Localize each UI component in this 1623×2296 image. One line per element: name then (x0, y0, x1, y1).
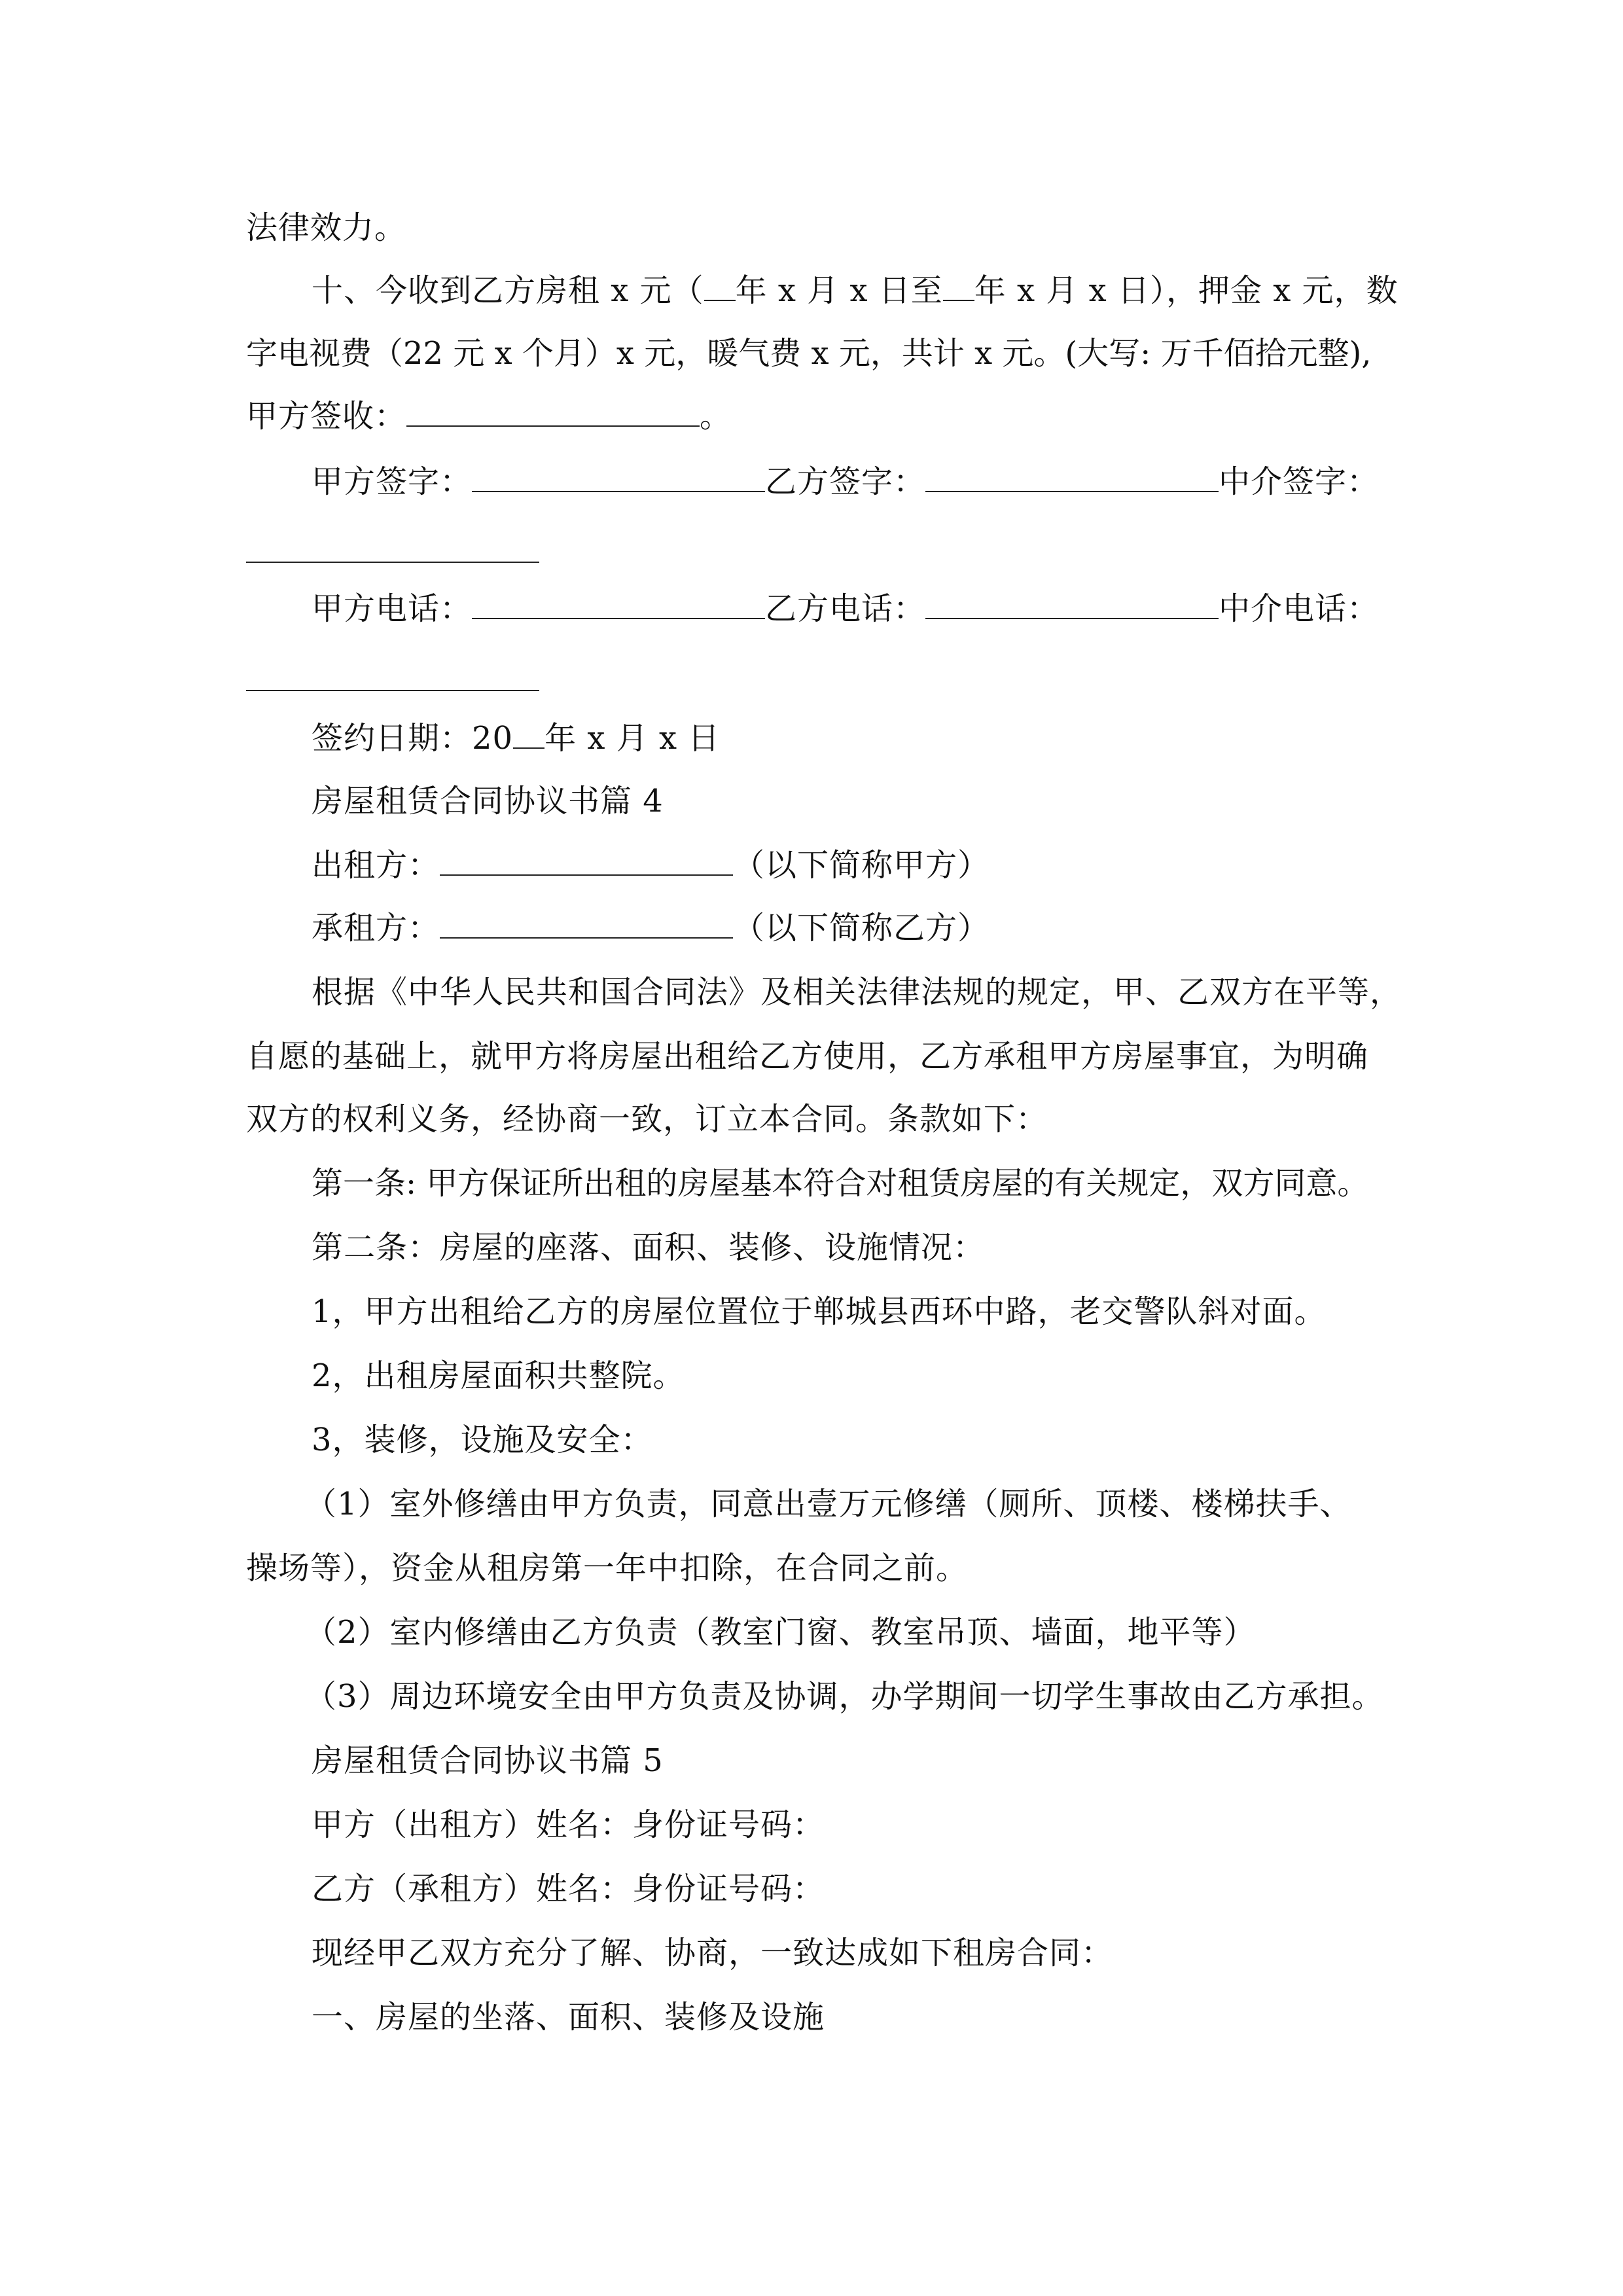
text-line (312, 1228, 985, 1267)
text: 操场等），资金从租房第一年中扣除，在合同之前。 (246, 1550, 969, 1587)
text-line (312, 1998, 825, 2037)
signature-blank (440, 846, 733, 876)
text: 双方的权利义务，经协商一致，订立本合同。条款如下： (246, 1101, 1048, 1138)
text: 甲方（出租方）姓名：身份证号码： (312, 1806, 825, 1843)
text: 2，出租房屋面积共整院。 (312, 1357, 685, 1394)
section-heading (312, 1741, 664, 1780)
text-line (312, 589, 1379, 628)
text: 出租方： (312, 847, 440, 884)
fill-blank (943, 271, 974, 301)
text: 第二条：房屋的座落、面积、装修、设施情况： (312, 1229, 986, 1266)
text-line (305, 1677, 1384, 1716)
text: 乙方电话： (765, 590, 926, 627)
text: 甲方签收： (246, 398, 407, 435)
text-line (312, 846, 990, 885)
text: 十、今收到乙方房租 x 元（ (312, 272, 704, 309)
fill-blank (513, 719, 544, 749)
text-line (312, 1869, 825, 1909)
text-line (312, 1805, 825, 1844)
text: 房屋租赁合同协议书篇 5 (312, 1742, 664, 1779)
text: （以下简称乙方） (733, 910, 990, 946)
text-line (246, 397, 732, 436)
signature-rule (246, 562, 539, 563)
text-line (246, 208, 406, 247)
text: 乙方签字： (765, 463, 926, 500)
text-line (312, 973, 1402, 1012)
text: 。 (700, 398, 732, 435)
text: 年 x 月 x 日至 (735, 272, 943, 309)
text-line (246, 334, 1372, 373)
signature-blank (440, 908, 733, 939)
text: 法律效力。 (246, 209, 407, 246)
text-line (246, 1549, 968, 1588)
fill-blank (704, 271, 736, 301)
text: 3，装修，设施及安全： (312, 1422, 653, 1458)
text: （3）周边环境安全由甲方负责及协调，办学期间一切学生事故由乙方承担。 (305, 1678, 1384, 1715)
text: 甲方签字： (312, 463, 473, 500)
text-line (246, 1100, 1048, 1139)
text: 甲方电话： (312, 590, 473, 627)
signature-blank (925, 462, 1219, 492)
text: 第一条: 甲方保证所出租的房屋基本符合对租赁房屋的有关规定，双方同意。 (312, 1165, 1369, 1202)
text: 年 x 月 x 日 (544, 720, 721, 757)
text: 一、房屋的坐落、面积、装修及设施 (312, 1999, 825, 2036)
text: 中介签字： (1219, 463, 1380, 500)
text-line (312, 1933, 1113, 1973)
text: 现经甲乙双方充分了解、协商，一致达成如下租房合同： (312, 1935, 1114, 1971)
text: 字电视费（22 元 x 个月）x 元，暖气费 x 元，共计 x 元。(大写: 万千佰拾元整), (246, 335, 1372, 372)
text: （以下简称甲方） (733, 847, 990, 884)
section-heading (312, 781, 664, 821)
text: 1，甲方出租给乙方的房屋位置位于郸城县西环中路，老交警队斜对面。 (312, 1293, 1327, 1330)
text: 签约日期：20 (312, 720, 514, 757)
text-line (312, 908, 990, 948)
text: （1）室外修缮由甲方负责，同意出壹万元修缮（厕所、顶楼、楼梯扶手、 (305, 1486, 1352, 1522)
text: 房屋租赁合同协议书篇 4 (312, 783, 664, 819)
text: （2）室内修缮由乙方负责（教室门窗、教室吊顶、墙面，地平等） (305, 1614, 1256, 1651)
signature-blank (472, 462, 765, 492)
text-line (312, 1164, 1368, 1203)
text-line (312, 1356, 685, 1395)
text-line (305, 1613, 1256, 1652)
text: 中介电话： (1219, 590, 1380, 627)
text-line (312, 462, 1379, 501)
text-line (305, 1484, 1352, 1524)
text-line (312, 271, 1399, 310)
signature-blank (406, 397, 700, 427)
text: 乙方（承租方）姓名：身份证号码： (312, 1871, 825, 1907)
text-line (246, 1037, 1368, 1076)
text-line (312, 1420, 653, 1460)
signature-blank (925, 589, 1219, 619)
text-line (312, 1292, 1327, 1331)
signature-blank (472, 589, 765, 619)
text: 自愿的基础上，就甲方将房屋出租给乙方使用，乙方承租甲方房屋事宜，为明确 (246, 1038, 1369, 1075)
text: 年 x 月 x 日），押金 x 元，数 (974, 272, 1399, 309)
text: 根据《中华人民共和国合同法》及相关法律法规的规定，甲、乙双方在平等， (312, 974, 1402, 1011)
text-line (312, 719, 720, 758)
signature-rule (246, 690, 539, 691)
text: 承租方： (312, 910, 440, 946)
